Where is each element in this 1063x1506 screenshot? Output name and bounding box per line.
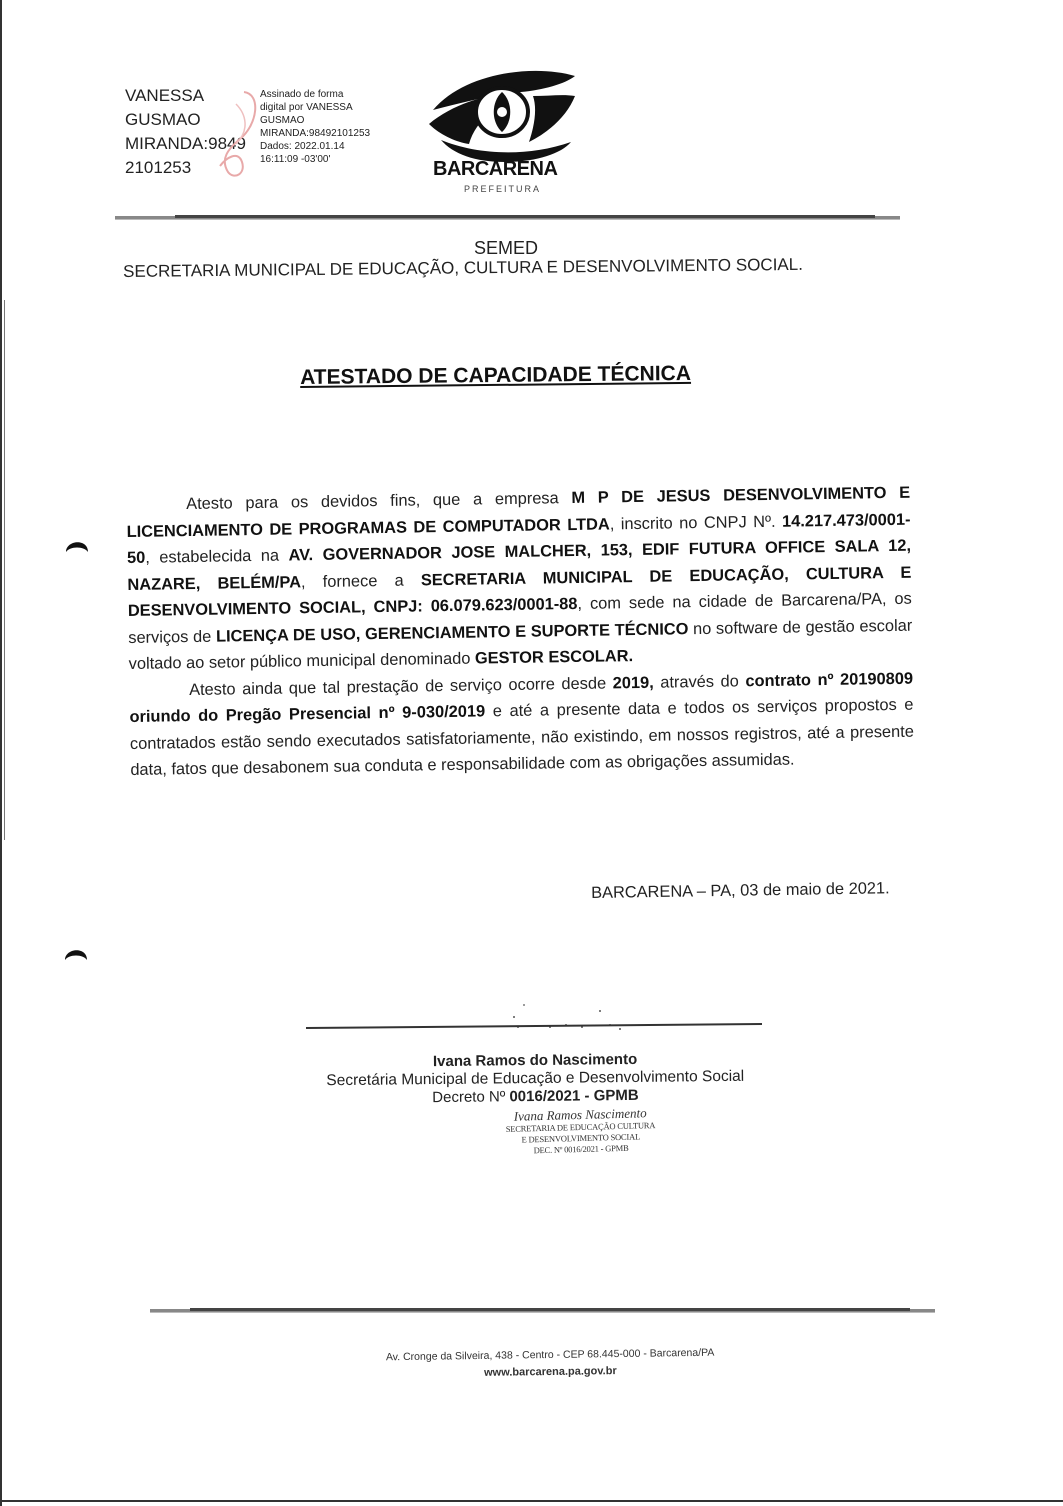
company-cnpj: 14.217.473/0001-50 xyxy=(126,510,911,567)
signature-detail-line: Dados: 2022.01.14 xyxy=(260,141,345,152)
logo-title: BARCARENA xyxy=(433,158,558,180)
company-name: M P DE JESUS DESENVOLVIMENTO E LICENCIAMENTO DE PROGRAMAS DE COMPUTADOR LTDA xyxy=(126,483,911,541)
document-body xyxy=(126,480,914,784)
scan-edge-bottom xyxy=(0,1500,1063,1502)
signature-detail-line: MIRANDA:98492101253 xyxy=(260,128,371,139)
decree-number: 0016/2021 - GPMB xyxy=(509,1086,639,1106)
services: LICENÇA DE USO, GERENCIAMENTO E SUPORTE TÉCNICO xyxy=(215,619,689,646)
header-department: SECRETARIA MUNICIPAL DE EDUCAÇÃO, CULTURA E DESENVOLVIMENTO SOCIAL. xyxy=(123,254,803,281)
digital-signature-details xyxy=(260,88,370,166)
footer-address: Av. Cronge da Silveira, 438 - Centro - CEP 68.445-000 - Barcarena/PA xyxy=(385,1346,715,1364)
text-run: , fornece a xyxy=(300,570,421,591)
barcarena-logo-icon xyxy=(425,62,580,202)
start-year: 2019, xyxy=(612,673,654,692)
signature-name-line: MIRANDA:9849 xyxy=(125,134,246,153)
signature-name-line: 2101253 xyxy=(125,158,192,177)
signer-block xyxy=(300,1050,771,1109)
signature-dots-icon xyxy=(510,1003,630,1033)
footer xyxy=(350,1343,750,1383)
header-divider-band xyxy=(115,214,900,222)
signature-detail-line: 16:11:09 -03'00' xyxy=(260,154,331,165)
client-name: SECRETARIA MUNICIPAL DE EDUCAÇÃO, CULTURA E DESENVOLVIMENTO SOCIAL, CNPJ: 06.079.623/0001-88 xyxy=(127,563,912,620)
scan-edge-left-inner xyxy=(4,300,5,840)
signer-name: Ivana Ramos do Nascimento xyxy=(432,1050,638,1071)
software-name: GESTOR ESCOLAR. xyxy=(474,647,634,668)
paragraph-1 xyxy=(126,480,913,678)
official-stamp xyxy=(490,1106,671,1158)
footer-website: www.barcarena.pa.gov.br xyxy=(483,1365,617,1379)
document-title: ATESTADO DE CAPACIDADE TÉCNICA xyxy=(300,361,692,389)
logo-subtitle: PREFEITURA xyxy=(464,184,542,194)
text-run: através do xyxy=(653,671,746,692)
punch-hole-icon xyxy=(64,534,90,554)
signature-detail-line: Assinado de forma xyxy=(260,89,344,100)
text-run: , com sede na cidade de Barcarena/PA, os serviços de xyxy=(128,589,912,647)
text-run: Atesto para os devidos fins, que a empresa xyxy=(186,489,572,514)
digital-signature-mark-icon xyxy=(206,84,266,184)
contract-reference: contrato nº 20190809 oriundo do Pregão Presencial nº 9-030/2019 xyxy=(129,669,914,726)
decree-prefix: Decreto Nº xyxy=(432,1088,510,1107)
stamp-line: E DESENVOLVIMENTO SOCIAL xyxy=(521,1131,641,1145)
punch-hole-icon xyxy=(63,942,89,962)
stamp-line: DEC. Nº 0016/2021 - GPMB xyxy=(533,1142,629,1156)
signer-role: Secretária Municipal de Educação e Desenvolvimento Social xyxy=(326,1067,745,1090)
signature-name-line: GUSMAO xyxy=(125,110,201,129)
header-acronym: SEMED xyxy=(474,238,539,258)
footer-divider-band xyxy=(150,1306,935,1314)
signature-detail-line: digital por VANESSA xyxy=(260,102,353,113)
signature-detail-line: GUSMAO xyxy=(260,115,305,126)
text-run: , inscrito no CNPJ Nº. xyxy=(609,512,783,533)
text-run: , estabelecida na xyxy=(145,546,289,567)
text-run: Atesto ainda que tal prestação de serviço ocorre desde xyxy=(188,673,613,699)
text-run: e até a presente data e todos os serviços propostos e contratados estão sendo executados satisfatoriamente, não existindo, em nossos registros, até a presente data, fatos que desabonem sua conduta e responsabilidade com as obrigações assumidas. xyxy=(129,695,914,779)
signature-name-line: VANESSA xyxy=(125,86,205,105)
paragraph-2 xyxy=(129,665,915,783)
scan-edge-left xyxy=(0,0,2,1506)
stamp-line: SECRETARIA DE EDUCAÇÃO CULTURA xyxy=(505,1120,656,1134)
stamp-name: Ivana Ramos Nascimento xyxy=(513,1105,647,1124)
text-run: no software de gestão escolar voltado ao setor público municipal denominado xyxy=(128,616,913,673)
place-and-date: BARCARENA – PA, 03 de maio de 2021. xyxy=(591,879,890,902)
company-address: AV. GOVERNADOR JOSE MALCHER, 153, EDIF FUTURA OFFICE SALA 12, NAZARE, BELÉM/PA xyxy=(127,536,912,594)
